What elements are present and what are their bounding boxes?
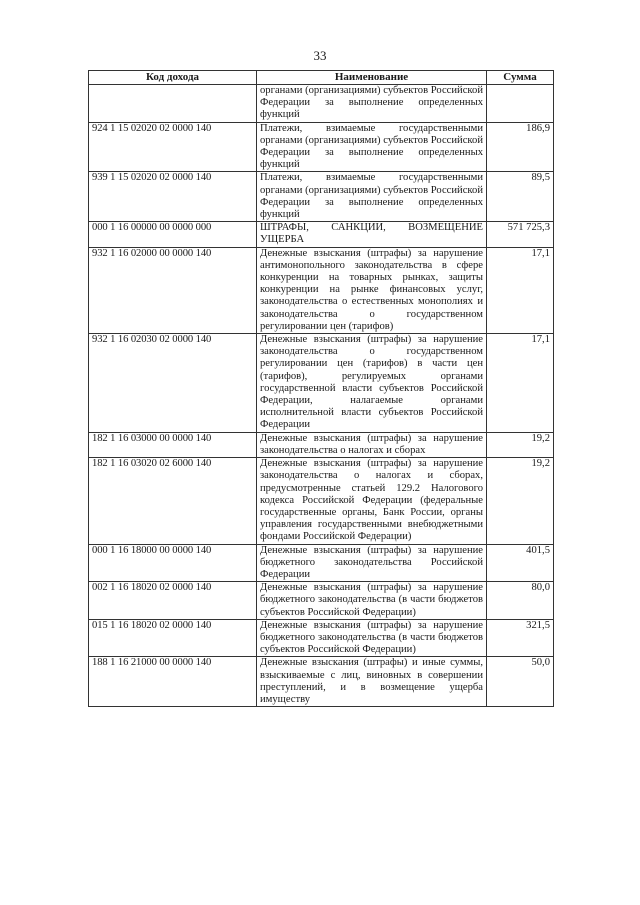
income-sum-cell: 17,1 [487,247,554,333]
table-row [89,544,554,582]
income-sum-cell: 186,9 [487,122,554,172]
income-name-cell: Денежные взыскания (штрафы) за нарушение бюджетного законодательства Российской Федерации [257,544,487,582]
table-row [89,122,554,172]
income-sum-cell: 19,2 [487,432,554,457]
table-row [89,432,554,457]
header-code: Код дохода [89,71,257,85]
income-name-cell: Денежные взыскания (штрафы) за нарушение законодательства о государственном регулировании цен (тарифов) в части цен (тарифов), регулируемых органами государственной власти субъектов Российской Федерации, налагаемые органами исполнительной власти субъектов Российской Федерации [257,334,487,433]
income-name-cell: Денежные взыскания (штрафы) за нарушение бюджетного законодательства (в части бюджетов субъектов Российской Федерации) [257,582,487,620]
income-sum-cell: 50,0 [487,657,554,707]
income-sum-cell: 89,5 [487,172,554,222]
income-code-cell: 924 1 15 02020 02 0000 140 [89,122,257,172]
income-sum-cell [487,85,554,123]
income-code-cell: 932 1 16 02030 02 0000 140 [89,334,257,433]
table-row [89,458,554,544]
income-sum-cell: 571 725,3 [487,222,554,247]
table-row [89,222,554,247]
income-sum-cell: 80,0 [487,582,554,620]
income-name-cell: Платежи, взимаемые государственными органами (организациями) субъектов Российской Федерации за выполнение определенных функций [257,172,487,222]
page-number: 33 [313,48,327,63]
income-code-cell [89,85,257,123]
income-sum-cell: 17,1 [487,334,554,433]
revenue-table [88,70,554,707]
income-sum-cell: 401,5 [487,544,554,582]
table-row [89,334,554,433]
income-code-cell: 000 1 16 00000 00 0000 000 [89,222,257,247]
income-code-cell: 000 1 16 18000 00 0000 140 [89,544,257,582]
income-code-cell: 932 1 16 02000 00 0000 140 [89,247,257,333]
table-row [89,657,554,707]
header-name: Наименование [257,71,487,85]
income-sum-cell: 19,2 [487,458,554,544]
table-row [89,247,554,333]
table-row [89,582,554,620]
income-code-cell: 015 1 16 18020 02 0000 140 [89,619,257,657]
table-header-row [89,71,554,85]
income-name-cell: Денежные взыскания (штрафы) и иные суммы, взыскиваемые с лиц, виновных в совершении преступлений, и в возмещение ущерба имуществу [257,657,487,707]
income-name-cell: Денежные взыскания (штрафы) за нарушение бюджетного законодательства (в части бюджетов субъектов Российской Федерации) [257,619,487,657]
table-row [89,85,554,123]
income-code-cell: 939 1 15 02020 02 0000 140 [89,172,257,222]
income-name-cell: ШТРАФЫ, САНКЦИИ, ВОЗМЕЩЕНИЕ УЩЕРБА [257,222,487,247]
income-name-cell: Платежи, взимаемые государственными органами (организациями) субъектов Российской Федерации за выполнение определенных функций [257,122,487,172]
income-sum-cell: 321,5 [487,619,554,657]
income-code-cell: 182 1 16 03000 00 0000 140 [89,432,257,457]
header-sum: Сумма [487,71,554,85]
income-name-cell: Денежные взыскания (штрафы) за нарушение законодательства о налогах и сборах [257,432,487,457]
income-name-cell: Денежные взыскания (штрафы) за нарушение законодательства о налогах и сборах, предусмотренные статьей 129.2 Налогового кодекса Российской Федерации (федеральные государственные органы, Банк России, органы управления государственными внебюджетными фондами Российской Федерации) [257,458,487,544]
income-name-cell: органами (организациями) субъектов Российской Федерации за выполнение определенных функций [257,85,487,123]
income-code-cell: 188 1 16 21000 00 0000 140 [89,657,257,707]
income-name-cell: Денежные взыскания (штрафы) за нарушение антимонопольного законодательства в сфере конкуренции на товарных рынках, защиты конкуренции на рынке финансовых услуг, законодательства о естественных монополиях и законодательства о государственном регулировании цен (тарифов) [257,247,487,333]
table-row [89,619,554,657]
income-code-cell: 002 1 16 18020 02 0000 140 [89,582,257,620]
income-code-cell: 182 1 16 03020 02 6000 140 [89,458,257,544]
table-row [89,172,554,222]
